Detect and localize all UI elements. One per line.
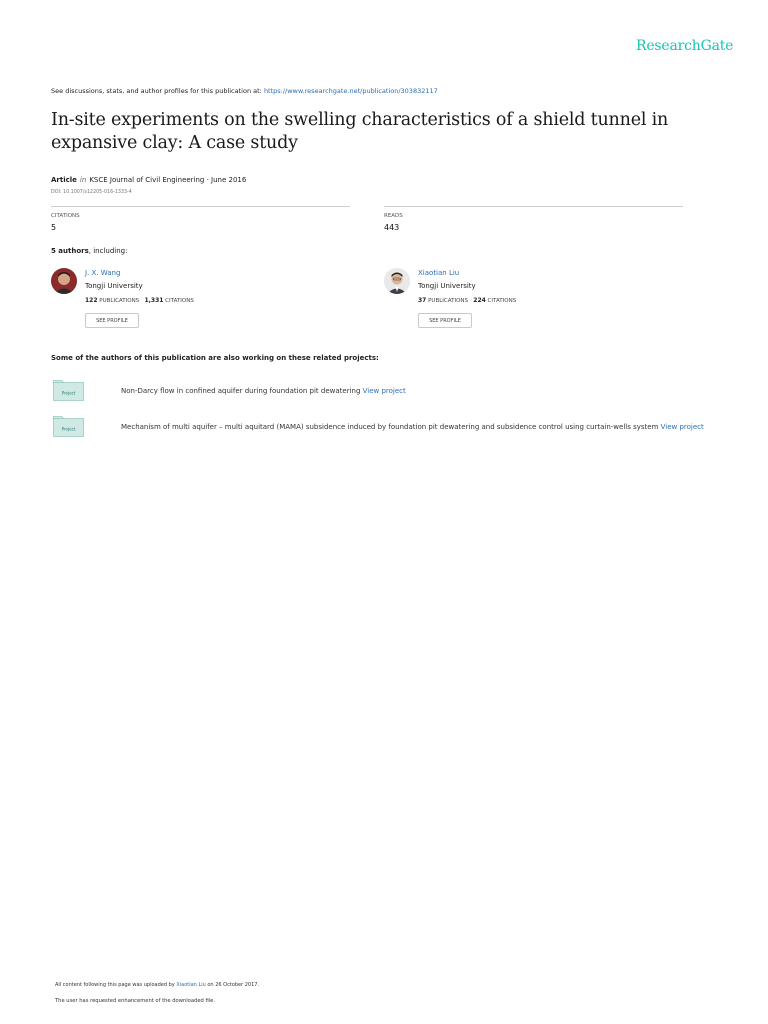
- see-profile-button[interactable]: SEE PROFILE: [418, 313, 472, 328]
- project-title: Mechanism of multi aquifer – multi aquitard (MAMA) subsidence induced by foundation pit dewatering and subsidence control using curtain-wells system: [121, 423, 661, 431]
- page-title: In-site experiments on the swelling characteristics of a shield tunnel in expansive clay: A case study: [51, 110, 669, 153]
- citations-label: CITATIONS: [165, 298, 194, 304]
- view-project-link[interactable]: View project: [362, 387, 406, 395]
- author-name[interactable]: Xiaotian Liu: [418, 269, 460, 277]
- reads-value: 443: [384, 223, 400, 232]
- publication-meta: [51, 176, 246, 184]
- avatar[interactable]: [51, 268, 77, 294]
- project-icon-label: Project: [61, 390, 76, 396]
- project-item: [121, 387, 406, 395]
- authors-suffix: , including:: [88, 247, 128, 255]
- author-publications: 37: [418, 297, 427, 304]
- upload-suffix: on 26 October 2017.: [205, 982, 260, 988]
- project-folder-icon[interactable]: [53, 416, 84, 436]
- project-item: [121, 423, 704, 431]
- publication-venue: KSCE Journal of Civil Engineering · June 2016: [89, 176, 247, 184]
- citations-value: 5: [51, 223, 57, 232]
- citations-divider: [51, 206, 350, 207]
- author-affiliation: Tongji University: [418, 282, 476, 290]
- reads-divider: [384, 206, 683, 207]
- author-citations: 224: [473, 297, 486, 304]
- author-stats: [418, 297, 516, 304]
- related-projects-heading: Some of the authors of this publication are also working on these related projects:: [51, 354, 379, 362]
- uploader-link[interactable]: Xiaotian Liu: [176, 982, 206, 988]
- author-citations: 1,331: [144, 297, 164, 304]
- authors-count: 5 authors: [51, 247, 89, 255]
- reads-label: READS: [384, 213, 403, 219]
- publication-type: Article: [51, 176, 77, 184]
- project-folder-icon[interactable]: [53, 380, 84, 400]
- project-icon-label: Project: [61, 426, 76, 432]
- author-publications: 122: [85, 297, 98, 304]
- intro-line: [51, 87, 438, 95]
- project-title: Non-Darcy flow in confined aquifer during foundation pit dewatering: [121, 387, 363, 395]
- author-stats: [85, 297, 194, 304]
- researchgate-logo[interactable]: ResearchGate: [636, 38, 734, 54]
- view-project-link[interactable]: View project: [660, 423, 704, 431]
- upload-prefix: All content following this page was uploaded by: [55, 982, 177, 988]
- author-name[interactable]: J. X. Wang: [85, 269, 121, 277]
- citations-label: CITATIONS: [51, 213, 80, 219]
- publications-label: PUBLICATIONS: [99, 298, 140, 304]
- doi: DOI: 10.1007/s12205-016-1333-4: [51, 190, 132, 195]
- upload-note: [55, 982, 259, 988]
- publication-link[interactable]: https://www.researchgate.net/publication/303832117: [263, 87, 438, 95]
- enhancement-note: The user has requested enhancement of the downloaded file.: [55, 998, 216, 1004]
- authors-heading: [51, 247, 127, 255]
- avatar[interactable]: [384, 268, 410, 294]
- citations-label: CITATIONS: [487, 298, 517, 304]
- author-affiliation: Tongji University: [85, 282, 143, 290]
- publications-label: PUBLICATIONS: [428, 298, 469, 304]
- see-profile-button[interactable]: SEE PROFILE: [85, 313, 139, 328]
- intro-text: See discussions, stats, and author profiles for this publication at:: [51, 87, 264, 95]
- in-word: in: [79, 176, 87, 184]
